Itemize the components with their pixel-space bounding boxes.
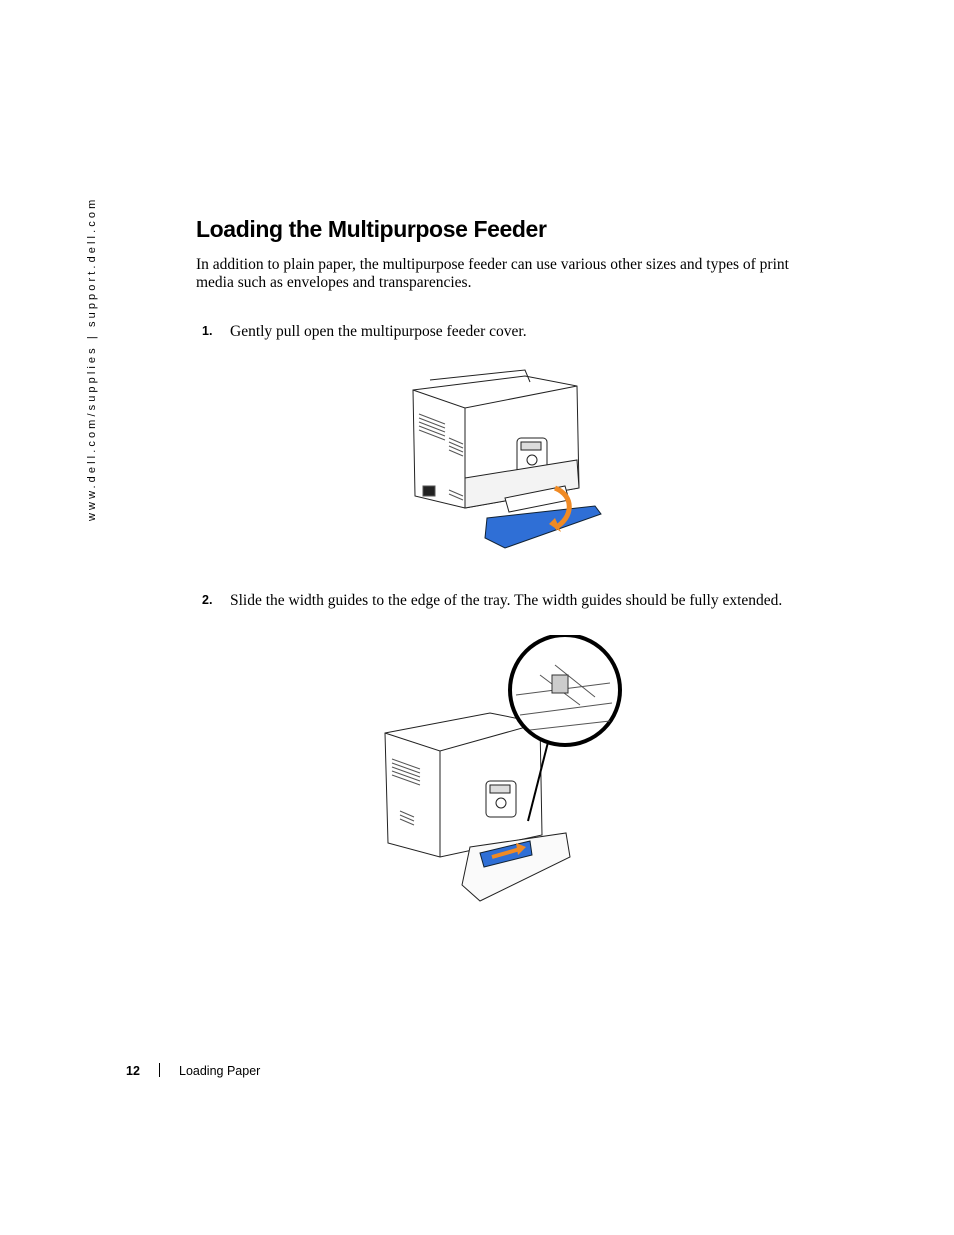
footer-separator <box>159 1063 160 1077</box>
sidebar-url <box>84 196 100 522</box>
page-title: Loading the Multipurpose Feeder <box>196 216 547 242</box>
sidebar-url-text: www.dell.com/supplies | support.dell.com <box>86 196 98 521</box>
step-2-number: 2. <box>202 593 213 607</box>
step-1-text: Gently pull open the multipurpose feeder cover. <box>230 323 527 340</box>
intro-paragraph: In addition to plain paper, the multipurpose feeder can use various other sizes and types of print media such as envelopes and transparencies. <box>196 256 789 291</box>
step-1-number: 1. <box>202 324 213 338</box>
footer-section-name: Loading Paper <box>179 1064 261 1078</box>
printer-width-guides-illustration <box>380 635 630 905</box>
step-2-text: Slide the width guides to the edge of the tray. The width guides should be fully extended. <box>230 592 783 609</box>
printer-feeder-open-illustration <box>405 368 605 558</box>
page-number: 12 <box>126 1064 140 1078</box>
